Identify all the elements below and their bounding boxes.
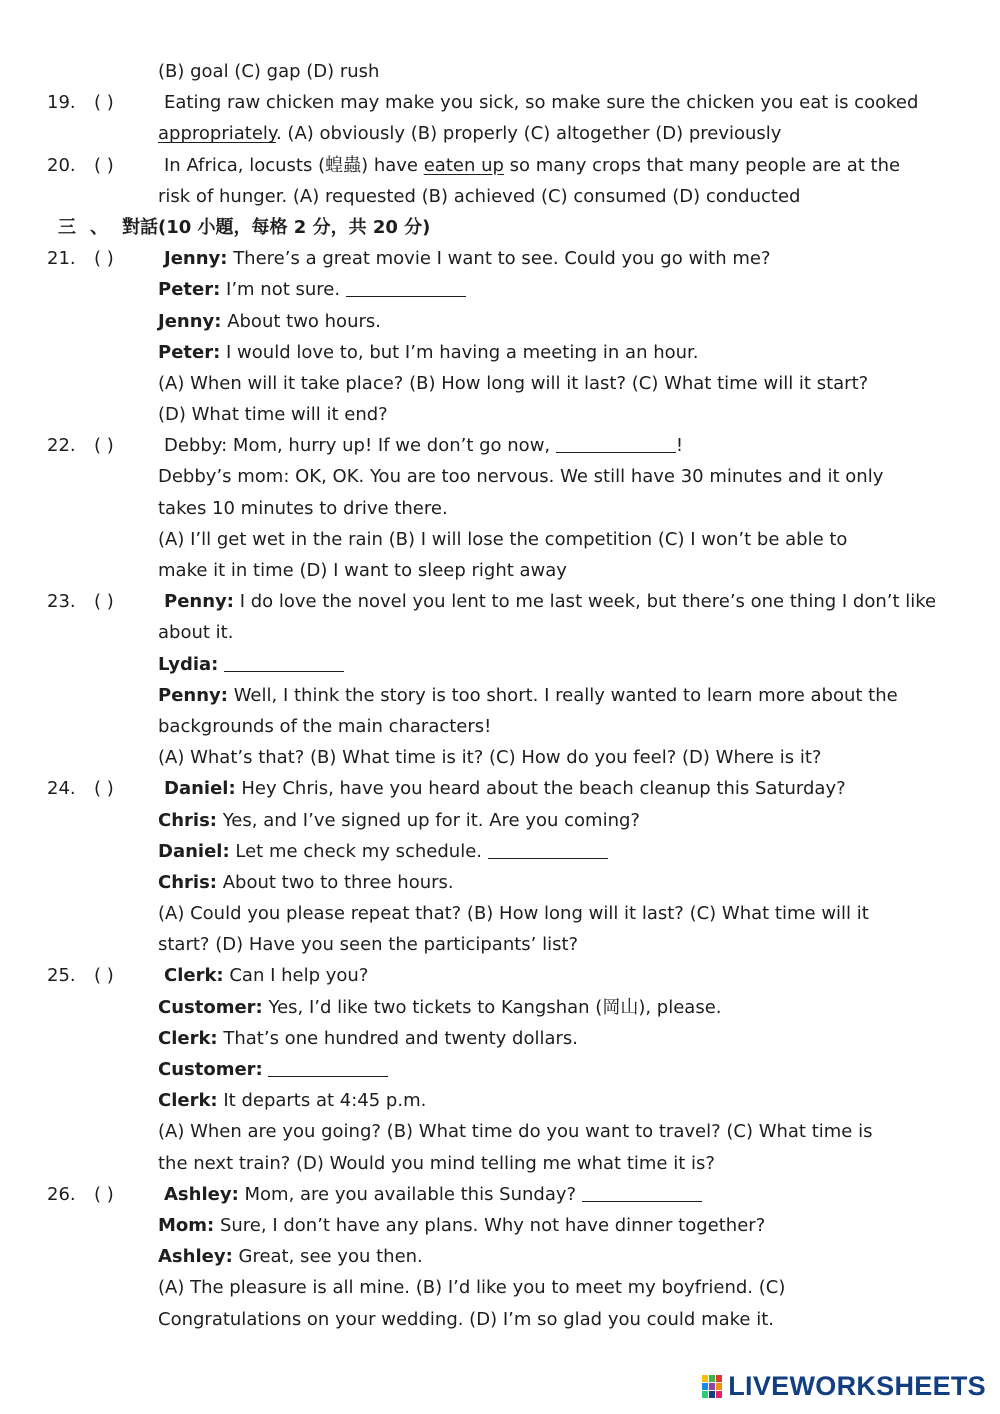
dialogue-line: Jenny: About two hours. <box>158 310 381 332</box>
dialogue-line: Daniel: Let me check my schedule. <box>0 836 1000 867</box>
dialogue-line: Clerk: That’s one hundred and twenty dollars. <box>158 1027 579 1049</box>
dialogue-line: Clerk: It departs at 4:45 p.m. <box>158 1090 427 1112</box>
question-options: (D) What time will it end? <box>158 404 388 426</box>
speaker-name: Mom: <box>158 1214 215 1236</box>
answer-parenthesis[interactable]: ( ) <box>94 92 114 114</box>
liveworksheets-logo[interactable] <box>702 1371 986 1402</box>
logo-grid-cell <box>709 1383 715 1390</box>
question-24 <box>0 773 1000 804</box>
logo-grid-cell <box>716 1391 722 1398</box>
question-options: (A) The pleasure is all mine. (B) I’d like you to meet my boyfriend. (C) <box>158 1277 786 1299</box>
dialogue-line: Peter: I would love to, but I’m having a meeting in an hour. <box>158 341 699 363</box>
question-20-line2: risk of hunger. (A) requested (B) achieved (C) consumed (D) conducted <box>158 185 801 207</box>
logo-grid-cell <box>716 1383 722 1390</box>
question-number: 20. <box>47 154 76 176</box>
logo-grid-cell <box>709 1391 715 1398</box>
underlined-word: appropriately <box>158 123 276 145</box>
logo-grid-cell <box>702 1391 708 1398</box>
answer-parenthesis[interactable]: ( ) <box>94 248 114 270</box>
answer-parenthesis[interactable]: ( ) <box>94 1183 114 1205</box>
dialogue-line: Daniel: Hey Chris, have you heard about the beach cleanup this Saturday? <box>164 778 846 800</box>
dialogue-line: Ashley: Mom, are you available this Sunday? <box>164 1179 702 1210</box>
question-number: 24. <box>47 778 76 800</box>
question-options: (A) When are you going? (B) What time do you want to travel? (C) What time is <box>158 1121 873 1143</box>
speaker-name: Ashley: <box>158 1246 233 1268</box>
dialogue-line: backgrounds of the main characters! <box>158 715 492 737</box>
underlined-word: eaten up <box>423 154 504 176</box>
speaker-name: Chris: <box>158 871 217 893</box>
question-options: (A) When will it take place? (B) How long will it last? (C) What time will it start? <box>158 372 869 394</box>
answer-blank[interactable] <box>582 1181 702 1202</box>
question-19 <box>0 87 1000 118</box>
speaker-name: Lydia: <box>158 653 219 675</box>
question-23 <box>0 586 1000 617</box>
dialogue-line <box>0 1054 1000 1085</box>
section-separator: 、 <box>90 216 108 238</box>
question-options: Congratulations on your wedding. (D) I’m so glad you could make it. <box>158 1308 774 1330</box>
speaker-name: Peter: <box>158 279 221 301</box>
speaker-name: Chris: <box>158 809 217 831</box>
speaker-name: Customer: <box>158 996 263 1018</box>
logo-grid-cell <box>702 1375 708 1382</box>
answer-parenthesis[interactable]: ( ) <box>94 965 114 987</box>
answer-parenthesis[interactable]: ( ) <box>94 154 114 176</box>
question-number: 19. <box>47 92 76 114</box>
dialogue-line: Debby: Mom, hurry up! If we don’t go now, ! <box>164 430 683 461</box>
dialogue-line: Mom: Sure, I don’t have any plans. Why not have dinner together? <box>158 1214 766 1236</box>
dialogue-line: takes 10 minutes to drive there. <box>158 497 448 519</box>
speaker-name: Penny: <box>158 684 228 706</box>
question-number: 25. <box>47 965 76 987</box>
logo-grid-cell <box>702 1383 708 1390</box>
question-26 <box>0 1179 1000 1210</box>
dialogue-line: about it. <box>158 622 234 644</box>
speaker-name: Clerk: <box>158 1027 218 1049</box>
speaker-name: Clerk: <box>164 965 224 987</box>
dialogue-line: Ashley: Great, see you then. <box>158 1246 423 1268</box>
question-options: . (A) obviously (B) properly (C) altogether (D) previously <box>275 123 782 145</box>
question-options: (A) Could you please repeat that? (B) How long will it last? (C) What time will it <box>158 903 869 925</box>
logo-grid-cell <box>716 1375 722 1382</box>
answer-blank[interactable] <box>556 432 676 453</box>
question-number: 22. <box>47 435 76 457</box>
speaker-name: Clerk: <box>158 1090 218 1112</box>
question-number: 23. <box>47 591 76 613</box>
question-options: start? (D) Have you seen the participants’ list? <box>158 934 579 956</box>
dialogue-line: Penny: Well, I think the story is too short. I really wanted to learn more about the <box>158 684 898 706</box>
question-text: Eating raw chicken may make you sick, so make sure the chicken you eat is cooked <box>164 92 919 114</box>
logo-text: LIVEWORKSHEETS <box>728 1371 986 1401</box>
dialogue-line: Clerk: Can I help you? <box>164 965 369 987</box>
question-options: (A) I’ll get wet in the rain (B) I will lose the competition (C) I won’t be able to <box>158 528 848 550</box>
question-text: In Africa, locusts (蝗蟲) have eaten up so many crops that many people are at the <box>164 154 901 176</box>
dialogue-line: Customer: Yes, I’d like two tickets to Kangshan (岡山), please. <box>158 996 722 1018</box>
dialogue-line: Chris: Yes, and I’ve signed up for it. Are you coming? <box>158 809 640 831</box>
section-header <box>0 212 1000 243</box>
dialogue-line <box>0 649 1000 680</box>
dialogue-line: Jenny: There’s a great movie I want to see. Could you go with me? <box>164 248 771 270</box>
speaker-name: Jenny: <box>164 248 228 270</box>
speaker-name: Peter: <box>158 341 221 363</box>
speaker-name: Ashley: <box>164 1183 239 1205</box>
worksheet-page <box>0 56 1000 1335</box>
answer-blank[interactable] <box>224 651 344 672</box>
dialogue-line: Debby’s mom: OK, OK. You are too nervous. We still have 30 minutes and it only <box>158 466 884 488</box>
section-title: 對話(10 小題，每格 2 分，共 20 分) <box>122 216 431 238</box>
speaker-name: Jenny: <box>158 310 222 332</box>
section-number: 三 <box>58 216 76 238</box>
logo-grid-cell <box>709 1375 715 1382</box>
answer-parenthesis[interactable]: ( ) <box>94 591 114 613</box>
dialogue-line: Peter: I’m not sure. <box>0 274 1000 305</box>
speaker-name: Daniel: <box>158 840 230 862</box>
logo-grid-icon <box>702 1375 724 1399</box>
dialogue-line: Penny: I do love the novel you lent to me last week, but there’s one thing I don’t like <box>164 591 937 613</box>
answer-blank[interactable] <box>346 276 466 297</box>
answer-parenthesis[interactable]: ( ) <box>94 435 114 457</box>
question-options: the next train? (D) Would you mind telling me what time it is? <box>158 1152 715 1174</box>
question-options: make it in time (D) I want to sleep right away <box>158 560 567 581</box>
question-20 <box>0 150 1000 181</box>
answer-parenthesis[interactable]: ( ) <box>94 778 114 800</box>
q18-options: (B) goal (C) gap (D) rush <box>158 61 380 82</box>
question-19-line2 <box>0 118 1000 149</box>
question-22 <box>0 430 1000 461</box>
speaker-name: Customer: <box>158 1059 263 1080</box>
question-options: (A) What’s that? (B) What time is it? (C) How do you feel? (D) Where is it? <box>158 747 822 769</box>
answer-blank[interactable] <box>268 1056 388 1077</box>
question-number: 21. <box>47 248 76 270</box>
question-21 <box>0 243 1000 274</box>
question-number: 26. <box>47 1183 76 1205</box>
answer-blank[interactable] <box>488 838 608 859</box>
question-25 <box>0 960 1000 991</box>
speaker-name: Penny: <box>164 591 234 613</box>
speaker-name: Daniel: <box>164 778 236 800</box>
dialogue-line: Chris: About two to three hours. <box>158 871 454 893</box>
